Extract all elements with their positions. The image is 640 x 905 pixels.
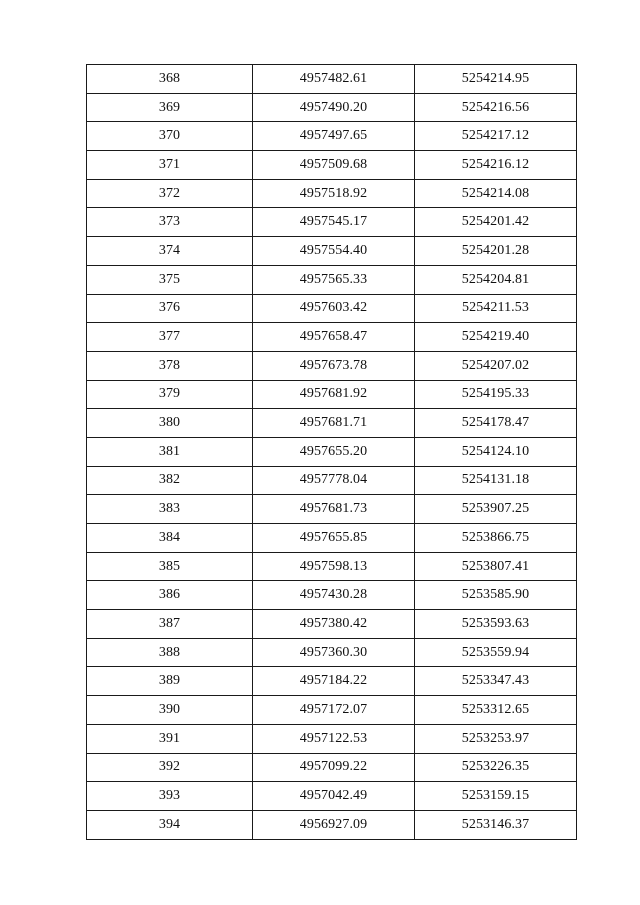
point-number-cell: 386 <box>87 581 253 610</box>
y-coordinate-cell: 5253907.25 <box>415 495 577 524</box>
table-row <box>87 724 577 753</box>
y-coordinate-cell: 5253159.15 <box>415 782 577 811</box>
table-row <box>87 351 577 380</box>
y-coordinate-cell: 5254214.95 <box>415 65 577 94</box>
x-coordinate-cell: 4957681.92 <box>253 380 415 409</box>
table-row <box>87 466 577 495</box>
y-coordinate-cell: 5253559.94 <box>415 638 577 667</box>
table-row <box>87 437 577 466</box>
point-number-cell: 375 <box>87 265 253 294</box>
x-coordinate-cell: 4957380.42 <box>253 610 415 639</box>
y-coordinate-cell: 5254216.12 <box>415 151 577 180</box>
point-number-cell: 369 <box>87 93 253 122</box>
y-coordinate-cell: 5254207.02 <box>415 351 577 380</box>
y-coordinate-cell: 5254201.42 <box>415 208 577 237</box>
y-coordinate-cell: 5253253.97 <box>415 724 577 753</box>
y-coordinate-cell: 5253585.90 <box>415 581 577 610</box>
table-row <box>87 65 577 94</box>
y-coordinate-cell: 5254214.08 <box>415 179 577 208</box>
x-coordinate-cell: 4956927.09 <box>253 810 415 839</box>
y-coordinate-cell: 5253146.37 <box>415 810 577 839</box>
x-coordinate-cell: 4957042.49 <box>253 782 415 811</box>
y-coordinate-cell: 5254216.56 <box>415 93 577 122</box>
table-row <box>87 93 577 122</box>
y-coordinate-cell: 5254178.47 <box>415 409 577 438</box>
point-number-cell: 391 <box>87 724 253 753</box>
table-row <box>87 151 577 180</box>
x-coordinate-cell: 4957681.73 <box>253 495 415 524</box>
point-number-cell: 377 <box>87 323 253 352</box>
x-coordinate-cell: 4957184.22 <box>253 667 415 696</box>
y-coordinate-cell: 5254217.12 <box>415 122 577 151</box>
y-coordinate-cell: 5253866.75 <box>415 524 577 553</box>
x-coordinate-cell: 4957673.78 <box>253 351 415 380</box>
y-coordinate-cell: 5254219.40 <box>415 323 577 352</box>
coordinate-table-body <box>87 65 577 840</box>
x-coordinate-cell: 4957360.30 <box>253 638 415 667</box>
x-coordinate-cell: 4957565.33 <box>253 265 415 294</box>
point-number-cell: 385 <box>87 552 253 581</box>
x-coordinate-cell: 4957099.22 <box>253 753 415 782</box>
table-row <box>87 237 577 266</box>
point-number-cell: 378 <box>87 351 253 380</box>
x-coordinate-cell: 4957172.07 <box>253 696 415 725</box>
y-coordinate-cell: 5254131.18 <box>415 466 577 495</box>
point-number-cell: 382 <box>87 466 253 495</box>
x-coordinate-cell: 4957658.47 <box>253 323 415 352</box>
x-coordinate-cell: 4957655.20 <box>253 437 415 466</box>
point-number-cell: 370 <box>87 122 253 151</box>
point-number-cell: 371 <box>87 151 253 180</box>
x-coordinate-cell: 4957518.92 <box>253 179 415 208</box>
x-coordinate-cell: 4957545.17 <box>253 208 415 237</box>
y-coordinate-cell: 5254211.53 <box>415 294 577 323</box>
x-coordinate-cell: 4957603.42 <box>253 294 415 323</box>
point-number-cell: 387 <box>87 610 253 639</box>
table-row <box>87 638 577 667</box>
point-number-cell: 394 <box>87 810 253 839</box>
y-coordinate-cell: 5254124.10 <box>415 437 577 466</box>
table-row <box>87 667 577 696</box>
point-number-cell: 381 <box>87 437 253 466</box>
table-row <box>87 208 577 237</box>
y-coordinate-cell: 5254201.28 <box>415 237 577 266</box>
table-row <box>87 552 577 581</box>
x-coordinate-cell: 4957122.53 <box>253 724 415 753</box>
point-number-cell: 392 <box>87 753 253 782</box>
point-number-cell: 373 <box>87 208 253 237</box>
table-row <box>87 810 577 839</box>
table-row <box>87 524 577 553</box>
y-coordinate-cell: 5253312.65 <box>415 696 577 725</box>
y-coordinate-cell: 5254204.81 <box>415 265 577 294</box>
y-coordinate-cell: 5253593.63 <box>415 610 577 639</box>
table-row <box>87 179 577 208</box>
point-number-cell: 384 <box>87 524 253 553</box>
table-row <box>87 409 577 438</box>
table-row <box>87 581 577 610</box>
point-number-cell: 389 <box>87 667 253 696</box>
table-row <box>87 380 577 409</box>
point-number-cell: 393 <box>87 782 253 811</box>
x-coordinate-cell: 4957778.04 <box>253 466 415 495</box>
point-number-cell: 383 <box>87 495 253 524</box>
coordinate-table <box>86 64 577 840</box>
table-row <box>87 782 577 811</box>
x-coordinate-cell: 4957490.20 <box>253 93 415 122</box>
x-coordinate-cell: 4957430.28 <box>253 581 415 610</box>
point-number-cell: 374 <box>87 237 253 266</box>
point-number-cell: 380 <box>87 409 253 438</box>
point-number-cell: 368 <box>87 65 253 94</box>
table-row <box>87 323 577 352</box>
table-row <box>87 265 577 294</box>
x-coordinate-cell: 4957482.61 <box>253 65 415 94</box>
y-coordinate-cell: 5253807.41 <box>415 552 577 581</box>
table-row <box>87 122 577 151</box>
x-coordinate-cell: 4957509.68 <box>253 151 415 180</box>
table-row <box>87 495 577 524</box>
x-coordinate-cell: 4957655.85 <box>253 524 415 553</box>
point-number-cell: 388 <box>87 638 253 667</box>
table-row <box>87 753 577 782</box>
table-row <box>87 610 577 639</box>
point-number-cell: 372 <box>87 179 253 208</box>
x-coordinate-cell: 4957497.65 <box>253 122 415 151</box>
x-coordinate-cell: 4957554.40 <box>253 237 415 266</box>
point-number-cell: 376 <box>87 294 253 323</box>
point-number-cell: 390 <box>87 696 253 725</box>
table-row <box>87 294 577 323</box>
table-row <box>87 696 577 725</box>
x-coordinate-cell: 4957598.13 <box>253 552 415 581</box>
y-coordinate-cell: 5253226.35 <box>415 753 577 782</box>
y-coordinate-cell: 5254195.33 <box>415 380 577 409</box>
x-coordinate-cell: 4957681.71 <box>253 409 415 438</box>
y-coordinate-cell: 5253347.43 <box>415 667 577 696</box>
point-number-cell: 379 <box>87 380 253 409</box>
